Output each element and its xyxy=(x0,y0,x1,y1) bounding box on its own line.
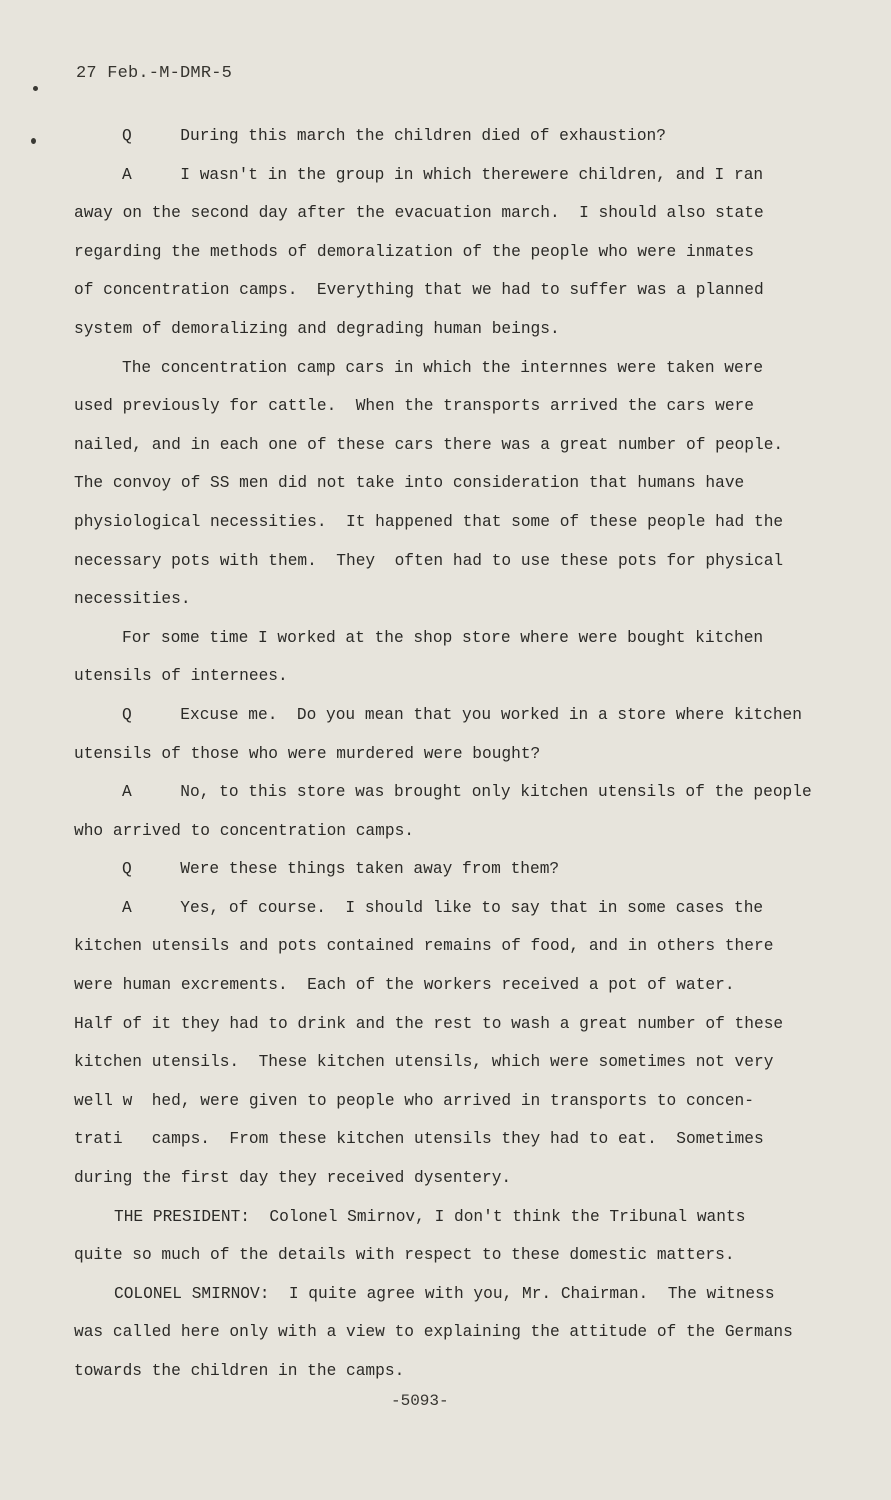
text-line: regarding the methods of demoralization of the people who were inmates xyxy=(74,242,754,261)
text-line: utensils of internees. xyxy=(74,667,288,686)
text-line: quite so much of the details with respect to these domestic matters. xyxy=(74,1246,735,1265)
text-line: towards the children in the camps. xyxy=(74,1362,405,1380)
punch-mark-top xyxy=(33,86,38,91)
text-line: during the first day they received dysentery. xyxy=(74,1169,512,1188)
text-line: who arrived to concentration camps. xyxy=(74,821,414,840)
text-line: physiological necessities. It happened that some of these people had the xyxy=(74,512,784,531)
text-line: well w hed, were given to people who arrived in transports to concen- xyxy=(74,1091,754,1110)
text-line: was called here only with a view to explaining the attitude of the Germans xyxy=(74,1323,793,1342)
text-line: used previously for cattle. When the transports arrived the cars were xyxy=(74,397,754,416)
text-line: system of demoralizing and degrading human beings. xyxy=(74,319,560,338)
text-line: kitchen utensils and pots contained remains of food, and in others there xyxy=(74,937,774,956)
document-header: 27 Feb.-M-DMR-5 xyxy=(76,64,233,83)
president-line: THE PRESIDENT: Colonel Smirnov, I don't think the Tribunal wants xyxy=(114,1207,746,1226)
paragraph-start-line: For some time I worked at the shop store where were bought kitchen xyxy=(122,628,764,647)
smirnov-line: COLONEL SMIRNOV: I quite agree with you, Mr. Chairman. The witness xyxy=(114,1284,775,1303)
question-line: Q Excuse me. Do you mean that you worked in a store where kitchen xyxy=(122,705,802,724)
text-line: trati camps. From these kitchen utensils they had to eat. Sometimes xyxy=(74,1130,764,1149)
text-line: Half of it they had to drink and the rest to wash a great number of these xyxy=(74,1014,784,1033)
text-line: of concentration camps. Everything that we had to suffer was a planned xyxy=(74,281,764,300)
transcript-body xyxy=(74,117,812,1391)
answer-line: A Yes, of course. I should like to say that in some cases the xyxy=(122,898,764,917)
punch-mark-bottom xyxy=(31,138,36,144)
answer-line: A I wasn't in the group in which therewere children, and I ran xyxy=(122,165,764,184)
text-line: away on the second day after the evacuation march. I should also state xyxy=(74,204,764,223)
text-line: were human excrements. Each of the workers received a pot of water. xyxy=(74,976,735,995)
paragraph-start-line: The concentration camp cars in which the internnes were taken were xyxy=(122,358,764,377)
text-line: necessities. xyxy=(74,590,191,609)
question-line: Q During this march the children died of exhaustion? xyxy=(122,127,666,145)
text-line: necessary pots with them. They often had to use these pots for physical xyxy=(74,551,784,570)
text-line: nailed, and in each one of these cars there was a great number of people. xyxy=(74,435,784,454)
text-line: The convoy of SS men did not take into consideration that humans have xyxy=(74,474,745,493)
text-line: utensils of those who were murdered were bought? xyxy=(74,744,541,763)
answer-line: A No, to this store was brought only kitchen utensils of the people xyxy=(122,783,812,802)
text-line: kitchen utensils. These kitchen utensils, which were sometimes not very xyxy=(74,1053,774,1072)
question-line: Q Were these things taken away from them? xyxy=(122,860,560,879)
page-number: -5093- xyxy=(391,1392,449,1410)
